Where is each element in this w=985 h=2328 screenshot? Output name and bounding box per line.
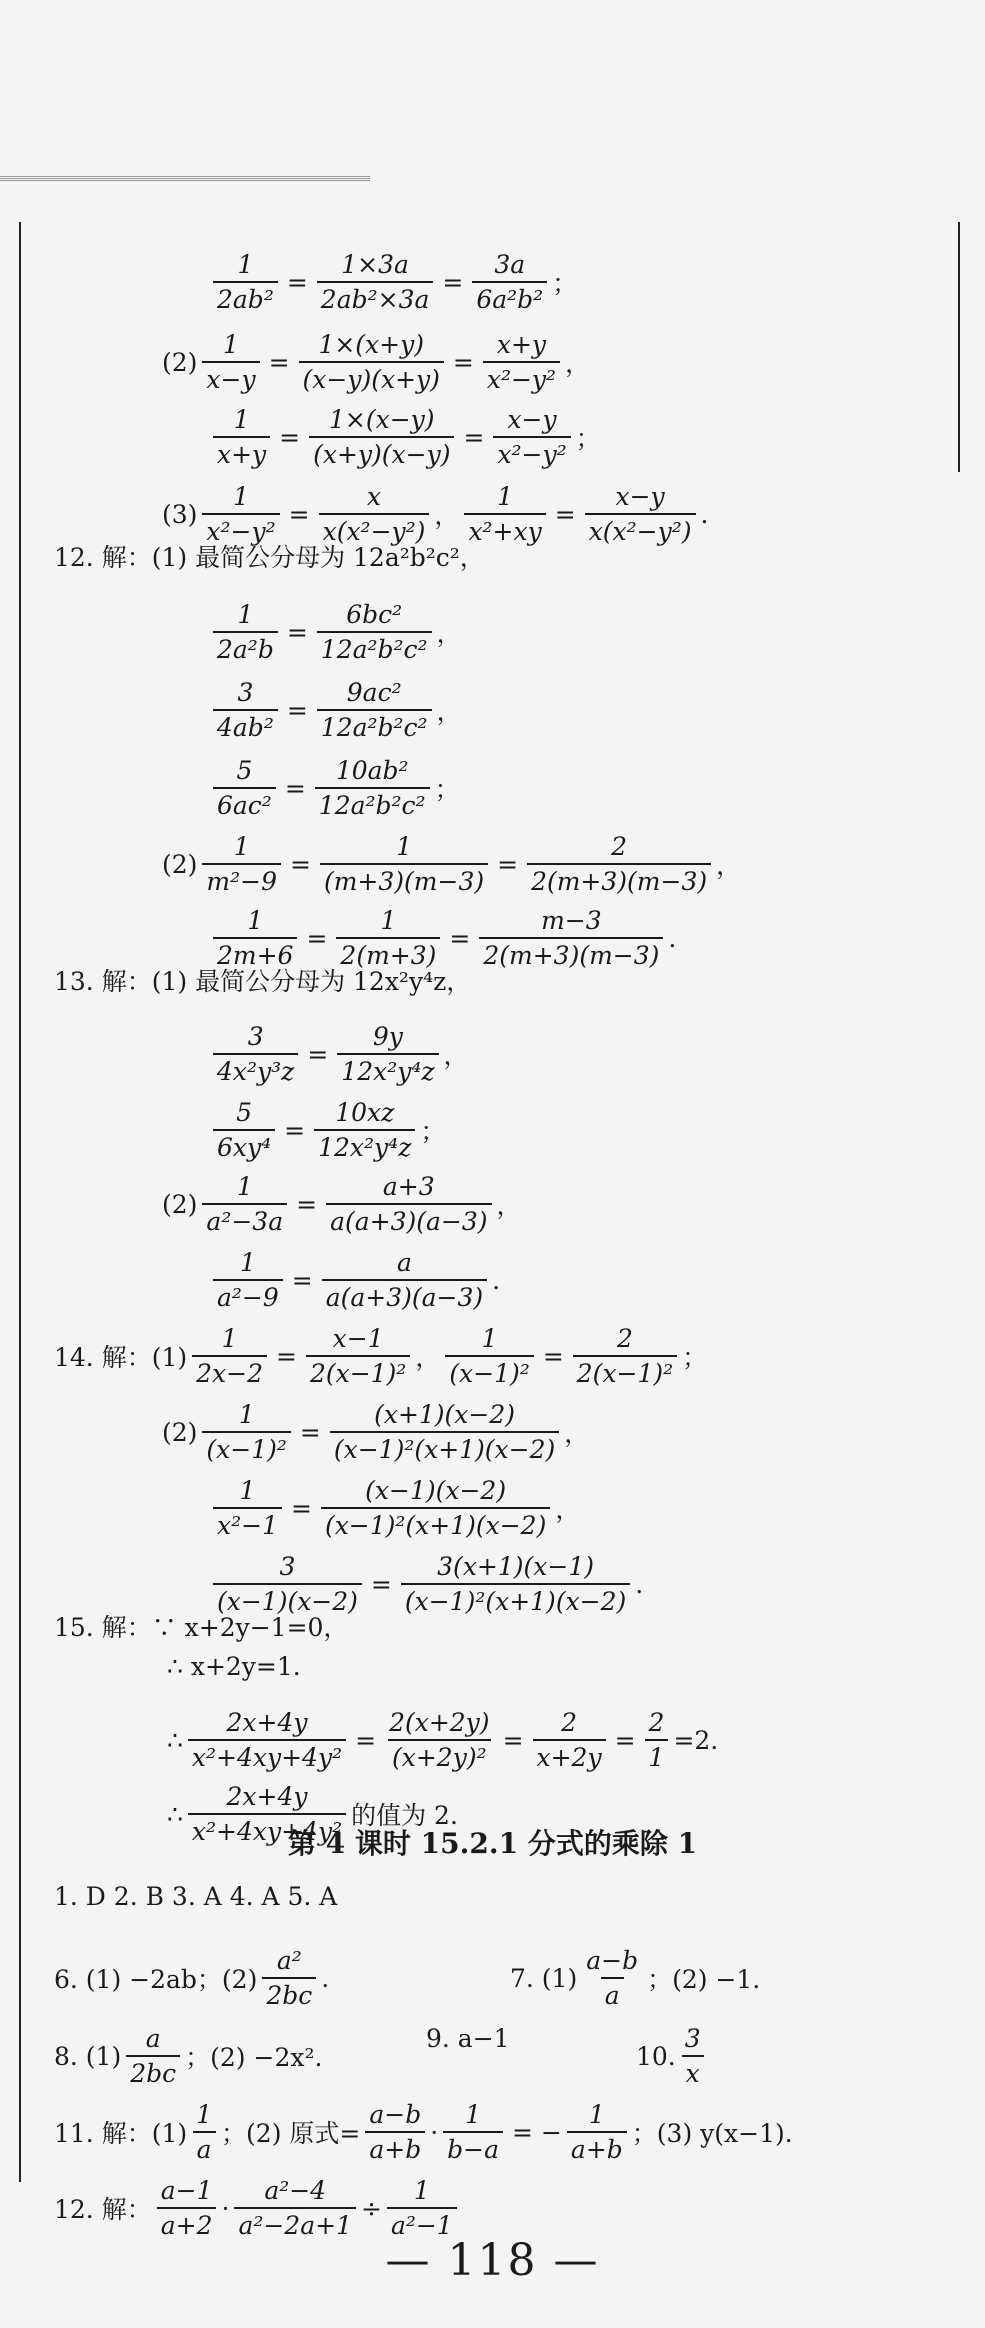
numerator: 1	[239, 1476, 256, 1505]
text-run: (2)	[162, 347, 198, 377]
numerator: (x+1)(x−2)	[374, 1400, 516, 1429]
text-run: 15. 解：∵ x+2y−1=0，	[54, 1613, 349, 1642]
fraction	[385, 1708, 494, 1772]
fraction	[202, 482, 279, 546]
numerator: 9y	[372, 1022, 403, 1051]
solution-line	[160, 330, 592, 394]
text-run: .	[635, 1569, 644, 1599]
denominator: a(a+3)(a−3)	[322, 1279, 487, 1312]
denominator: (x−1)²	[445, 1355, 533, 1388]
solution-line	[160, 832, 743, 896]
fraction	[213, 1476, 282, 1540]
numerator: a²	[276, 1946, 302, 1975]
fraction	[213, 1552, 362, 1616]
solution-line	[52, 1882, 339, 1911]
solution-line	[210, 600, 464, 664]
numerator: 9ac²	[346, 678, 402, 707]
fraction	[582, 1946, 642, 2010]
numerator: 1	[380, 906, 397, 935]
fraction	[192, 2100, 216, 2164]
denominator: (x−1)²(x+1)(x−2)	[321, 1507, 550, 1540]
fraction	[322, 1248, 487, 1312]
fraction	[337, 1022, 438, 1086]
fraction	[319, 482, 430, 546]
fraction	[317, 250, 434, 314]
fraction	[681, 2024, 705, 2088]
text-run: 6. (1) −2ab；(2)	[54, 1965, 258, 1994]
text-run: ；	[552, 269, 578, 298]
solution-line	[165, 1652, 303, 1681]
numerator: 5	[236, 756, 253, 785]
denominator: (x−1)²(x+1)(x−2)	[401, 1583, 630, 1616]
denominator: a²−1	[387, 2207, 457, 2240]
operator: =	[288, 499, 310, 529]
numerator: 5	[236, 1098, 253, 1127]
numerator: 1	[481, 1324, 498, 1353]
denominator: (x+2y)²	[388, 1739, 491, 1772]
denominator: (x−1)²(x+1)(x−2)	[330, 1431, 559, 1464]
solution-line	[52, 2024, 324, 2088]
solution-line	[52, 2100, 795, 2164]
text-run: 的值为 2.	[351, 1801, 458, 1830]
denominator: a(a+3)(a−3)	[326, 1203, 491, 1236]
text-run: 12. 解：	[54, 2195, 152, 2224]
fraction	[315, 756, 430, 820]
denominator: (m+3)(m−3)	[320, 863, 488, 896]
numerator: 2	[648, 1708, 665, 1737]
operator: =	[463, 422, 485, 452]
numerator: x−y	[507, 405, 557, 434]
numerator: 10xz	[335, 1098, 395, 1127]
denominator: 4ab²	[213, 709, 278, 742]
numerator: 2(x+2y)	[389, 1708, 490, 1737]
numerator: 2x+4y	[226, 1708, 308, 1737]
solution-line	[634, 2024, 708, 2088]
text-run: −	[540, 2117, 562, 2147]
fraction	[213, 756, 276, 820]
fraction	[202, 1400, 290, 1464]
denominator: 12x²y⁴z	[314, 1129, 415, 1162]
right-margin-line	[958, 222, 960, 472]
fraction	[483, 330, 560, 394]
denominator: (x−y)(x+y)	[299, 361, 444, 394]
solution-line	[210, 1248, 502, 1312]
numerator: x+y	[496, 330, 547, 359]
numerator: 1	[413, 2176, 430, 2205]
denominator: x²+4xy+4y²	[188, 1739, 346, 1772]
fraction	[567, 2100, 627, 2164]
denominator: x²+4xy+4y²	[188, 1813, 346, 1846]
operator: =	[286, 617, 308, 647]
fraction	[309, 405, 454, 469]
fraction	[443, 2100, 503, 2164]
fraction	[573, 1324, 677, 1388]
denominator: 2ab²	[213, 281, 278, 314]
text-run: =2.	[673, 1725, 719, 1755]
operator: =	[290, 1493, 312, 1523]
denominator: a+2	[157, 2207, 217, 2240]
denominator: x²−y²	[493, 436, 570, 469]
fraction	[479, 906, 663, 970]
solution-line	[210, 1022, 471, 1086]
denominator: x²−1	[213, 1507, 282, 1540]
fraction	[317, 678, 432, 742]
text-run: 13. 解：(1) 最简公分母为 12x²y⁴z，	[54, 967, 472, 996]
denominator: x(x²−y²)	[585, 513, 696, 546]
denominator: x	[682, 2055, 704, 2088]
fraction	[493, 405, 570, 469]
text-run: ，	[555, 1495, 581, 1524]
solution-line	[210, 250, 579, 314]
solution-line	[52, 2176, 460, 2240]
operator: =	[286, 267, 308, 297]
fraction	[213, 250, 278, 314]
numerator: x	[366, 482, 382, 511]
denominator: x+2y	[533, 1739, 606, 1772]
text-run: 10.	[636, 2041, 676, 2071]
operator: =	[284, 1115, 306, 1145]
text-run: ；(2) −2x².	[185, 2043, 323, 2072]
numerator: 1	[236, 1172, 253, 1201]
operator: =	[614, 1725, 636, 1755]
fraction	[326, 1172, 491, 1236]
numerator: 3	[237, 678, 254, 707]
text-run: 12. 解：(1) 最简公分母为 12a²b²c²，	[54, 543, 485, 572]
fraction	[234, 2176, 356, 2240]
denominator: (x−1)(x−2)	[213, 1583, 362, 1616]
operator: =	[307, 1039, 329, 1069]
numerator: 1	[237, 600, 254, 629]
denominator: (x+y)(x−y)	[309, 436, 454, 469]
text-run: .	[492, 1265, 501, 1295]
numerator: 1	[233, 482, 249, 511]
denominator: 6ac²	[213, 787, 276, 820]
fraction	[299, 330, 444, 394]
denominator: 2(m+3)	[336, 937, 440, 970]
denominator: 6a²b²	[472, 281, 547, 314]
denominator: 2m+6	[213, 937, 297, 970]
solution-line	[210, 906, 678, 970]
solution-line	[52, 1946, 331, 2010]
operator: =	[268, 347, 290, 377]
text-run: (2)	[162, 1189, 198, 1219]
text-run: 8. (1)	[54, 2041, 122, 2071]
denominator: a	[601, 1977, 624, 2010]
numerator: 1	[247, 906, 264, 935]
text-run: ，	[443, 1041, 469, 1070]
numerator: 3(x+1)(x−1)	[437, 1552, 594, 1581]
fraction	[192, 1324, 267, 1388]
numerator: 1×(x−y)	[329, 405, 435, 434]
fraction	[527, 832, 711, 896]
operator: =	[502, 1725, 524, 1755]
solution-line	[424, 2024, 512, 2053]
denominator: 2(x−1)²	[573, 1355, 677, 1388]
solution-line	[210, 756, 462, 820]
fraction	[472, 250, 547, 314]
fraction	[262, 1946, 316, 2010]
denominator: 12x²y⁴z	[337, 1053, 438, 1086]
operator: =	[542, 1341, 564, 1371]
numerator: (x−1)(x−2)	[365, 1476, 507, 1505]
denominator: b−a	[443, 2131, 503, 2164]
page-number: — 118 —	[385, 2235, 600, 2286]
solution-line	[210, 1098, 447, 1162]
fraction	[336, 906, 440, 970]
numerator: a²−4	[264, 2176, 327, 2205]
numerator: 1	[588, 2100, 605, 2129]
numerator: a	[397, 1248, 412, 1277]
fraction	[401, 1552, 630, 1616]
fraction	[306, 1324, 410, 1388]
fraction	[126, 2024, 180, 2088]
text-run: 9. a−1	[426, 2024, 510, 2053]
denominator: a	[193, 2131, 216, 2164]
text-run: 7. (1)	[510, 1963, 578, 1993]
denominator: 2(x−1)²	[306, 1355, 410, 1388]
operator: =	[290, 849, 311, 879]
operator: =	[291, 1265, 313, 1295]
fraction	[202, 832, 281, 896]
numerator: 3a	[494, 250, 526, 279]
text-run: ，	[496, 1191, 522, 1220]
denominator: 2a²b	[213, 631, 278, 664]
numerator: 6bc²	[346, 600, 403, 629]
text-run: ，	[436, 697, 462, 726]
fraction	[320, 832, 488, 896]
solution-line	[160, 482, 710, 546]
numerator: 1	[233, 832, 250, 861]
denominator: 2(m+3)(m−3)	[479, 937, 663, 970]
operator: =	[296, 1189, 318, 1219]
text-run: ∴ x+2y=1.	[167, 1652, 301, 1681]
fraction	[213, 1248, 283, 1312]
numerator: a−b	[369, 2100, 422, 2129]
fraction	[321, 1476, 550, 1540]
denominator: 12a²b²c²	[315, 787, 430, 820]
fraction	[645, 1708, 669, 1772]
denominator: a²−2a+1	[234, 2207, 356, 2240]
operator: =	[512, 2117, 533, 2147]
fraction	[213, 1022, 298, 1086]
operator: =	[275, 1341, 297, 1371]
denominator: a²−9	[213, 1279, 283, 1312]
operator: =	[452, 347, 474, 377]
text-run: ·	[430, 2117, 439, 2147]
denominator: a+b	[567, 2131, 627, 2164]
denominator: x(x²−y²)	[319, 513, 430, 546]
text-run: ，	[565, 349, 591, 378]
denominator: (x−1)²	[202, 1431, 290, 1464]
text-run: .	[321, 1963, 330, 1993]
denominator: 4x²y³z	[213, 1053, 298, 1086]
numerator: 3	[279, 1552, 296, 1581]
operator: =	[497, 849, 519, 879]
numerator: x−y	[615, 482, 665, 511]
text-run: ∴	[167, 1725, 183, 1755]
text-run: ；(2) −1.	[647, 1965, 761, 1994]
operator: =	[355, 1725, 377, 1755]
text-run: (2)	[162, 849, 198, 879]
solution-line	[165, 1708, 720, 1772]
text-run: ÷	[360, 2193, 382, 2223]
numerator: 2	[617, 1324, 633, 1353]
denominator: 12a²b²c²	[317, 709, 432, 742]
operator: =	[306, 923, 328, 953]
text-run: ，	[716, 851, 742, 880]
fraction	[387, 2176, 457, 2240]
solution-line	[508, 1946, 762, 2010]
numerator: 2	[561, 1708, 577, 1737]
numerator: 1	[237, 250, 254, 279]
fraction	[585, 482, 696, 546]
operator: =	[442, 267, 464, 297]
text-run: ；	[682, 1343, 708, 1372]
numerator: 1	[465, 2100, 482, 2129]
solution-line	[160, 1400, 591, 1464]
numerator: 1×(x+y)	[318, 330, 424, 359]
numerator: 1	[396, 832, 412, 861]
fraction	[202, 330, 259, 394]
fraction	[330, 1400, 559, 1464]
text-run: (2)	[162, 1417, 198, 1447]
denominator: x²−y²	[483, 361, 560, 394]
text-run: ·	[221, 2193, 230, 2223]
denominator: a+b	[365, 2131, 425, 2164]
solution-line	[160, 1172, 524, 1236]
numerator: 1	[238, 1400, 255, 1429]
denominator: 2(m+3)(m−3)	[527, 863, 711, 896]
operator: =	[370, 1569, 392, 1599]
text-run: ，	[564, 1419, 590, 1448]
numerator: 1	[239, 1248, 256, 1277]
text-run: 11. 解：(1)	[54, 2119, 188, 2148]
solution-line	[52, 1324, 709, 1388]
fraction	[445, 1324, 533, 1388]
operator: =	[284, 773, 306, 803]
solution-line	[52, 538, 487, 574]
numerator: 3	[247, 1022, 264, 1051]
fraction	[213, 678, 278, 742]
numerator: 3	[684, 2024, 701, 2053]
operator: =	[286, 695, 308, 725]
text-run: ；(2) 原式=	[221, 2119, 361, 2148]
fraction	[533, 1708, 606, 1772]
solution-line	[210, 1476, 582, 1540]
numerator: 10ab²	[335, 756, 409, 785]
numerator: 1	[497, 482, 514, 511]
denominator: 12a²b²c²	[317, 631, 432, 664]
fraction	[317, 600, 432, 664]
solution-line	[210, 1552, 645, 1616]
operator: =	[299, 1417, 321, 1447]
text-run: ，	[434, 501, 460, 530]
operator: =	[449, 923, 471, 953]
numerator: a−b	[586, 1946, 639, 1975]
text-run: .	[668, 923, 677, 953]
denominator: 2bc	[126, 2055, 180, 2088]
solution-line	[210, 405, 603, 469]
text-run: ；	[575, 424, 601, 453]
numerator: 2	[611, 832, 628, 861]
fraction	[213, 600, 278, 664]
numerator: a+3	[382, 1172, 435, 1201]
text-run: 1. D 2. B 3. A 4. A 5. A	[54, 1882, 338, 1911]
numerator: 2x+4y	[226, 1782, 308, 1811]
numerator: a−1	[160, 2176, 213, 2205]
denominator: 2x−2	[192, 1355, 267, 1388]
fraction	[213, 405, 270, 469]
numerator: 1	[223, 330, 239, 359]
denominator: a²−3a	[202, 1203, 287, 1236]
solution-line	[210, 678, 464, 742]
text-run: ；	[434, 775, 460, 804]
denominator: x+y	[213, 436, 270, 469]
numerator: a	[145, 2024, 161, 2053]
fraction	[202, 1172, 287, 1236]
left-margin-line	[19, 222, 21, 2182]
fraction	[314, 1098, 415, 1162]
text-run: .	[700, 499, 709, 529]
denominator: x−y	[202, 361, 259, 394]
numerator: 1	[233, 405, 250, 434]
denominator: 1	[645, 1739, 669, 1772]
fraction	[157, 2176, 217, 2240]
text-run: ，	[436, 619, 462, 648]
operator: =	[279, 422, 301, 452]
fraction	[464, 482, 545, 546]
text-run: 14. 解：(1)	[54, 1343, 188, 1372]
solution-line	[52, 1608, 350, 1644]
denominator: x²−y²	[202, 513, 279, 546]
fraction	[188, 1708, 346, 1772]
fraction	[213, 1098, 275, 1162]
text-run: (3)	[162, 499, 198, 529]
denominator: m²−9	[202, 863, 281, 896]
numerator: 1×3a	[341, 250, 409, 279]
numerator: 1	[221, 1324, 238, 1353]
denominator: 2ab²×3a	[317, 281, 434, 314]
operator: =	[554, 499, 576, 529]
text-run: ；(3) y(x−1).	[631, 2119, 793, 2148]
denominator: 2bc	[262, 1977, 316, 2010]
fraction	[213, 906, 297, 970]
text-run: ∴	[167, 1799, 183, 1829]
solution-line	[52, 962, 473, 998]
numerator: x−1	[332, 1324, 384, 1353]
section-title: 第 4 课时 15.2.1 分式的乘除 1	[287, 1827, 698, 1860]
fraction	[365, 2100, 425, 2164]
top-rule	[0, 176, 370, 182]
text-run: ；	[420, 1117, 446, 1146]
denominator: 6xy⁴	[213, 1129, 275, 1162]
denominator: x²+xy	[464, 513, 545, 546]
numerator: 1	[196, 2100, 213, 2129]
text-run: ，	[415, 1343, 441, 1372]
numerator: m−3	[541, 906, 602, 935]
